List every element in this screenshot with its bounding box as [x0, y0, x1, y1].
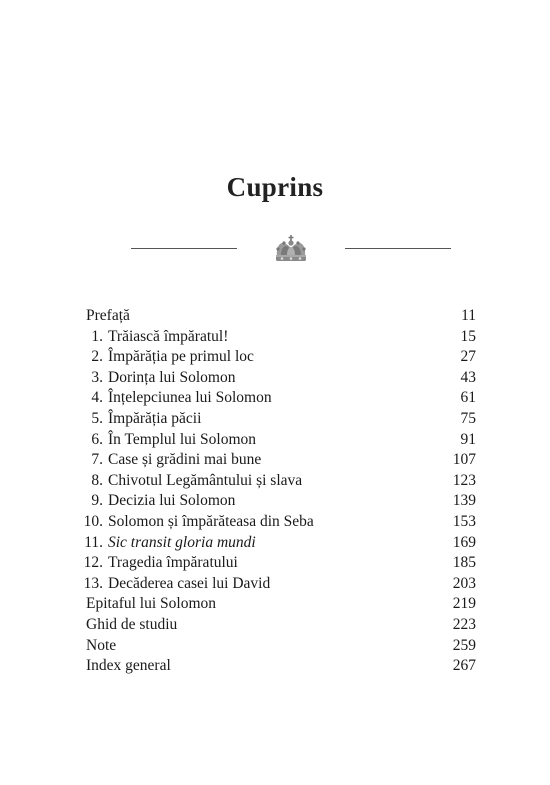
- toc-entry-title: Tragedia împăratului: [108, 554, 238, 572]
- toc-entry-number: 7.: [91, 451, 103, 469]
- toc-entry-page: 219: [452, 595, 476, 613]
- toc-entry-number: 3.: [91, 368, 103, 386]
- toc-entry-number: 5.: [91, 409, 103, 427]
- toc-entry-number: 11.: [84, 533, 103, 551]
- toc-entry-page: 123: [452, 471, 476, 489]
- toc-entry: [86, 306, 476, 327]
- toc-entry-page: 185: [452, 554, 476, 572]
- toc-entry-page: 75: [460, 409, 476, 427]
- toc-entry-title: Trăiască împăratul!: [108, 327, 229, 345]
- toc-entry: [86, 347, 476, 368]
- toc-entry-title: Case și grădini mai bune: [108, 451, 262, 469]
- toc-entry: [86, 636, 476, 657]
- toc-entry-page: 267: [452, 657, 476, 675]
- toc-entry-number: 2.: [91, 348, 103, 366]
- toc-entry-number: 13.: [83, 574, 103, 592]
- toc-entry-title: Epitaful lui Solomon: [86, 595, 217, 613]
- toc-entry-title: Chivotul Legământului și slava: [108, 471, 303, 489]
- toc-entry-page: 43: [460, 368, 476, 386]
- toc-entry-number: 4.: [91, 389, 103, 407]
- toc-entry: [86, 430, 476, 451]
- toc-entry-title: Împărăția păcii: [108, 409, 202, 427]
- toc-entry-page: 139: [452, 492, 476, 510]
- toc-entry-number: 8.: [91, 471, 103, 489]
- toc-entry-page: 223: [452, 615, 476, 633]
- toc-entry-title: Decizia lui Solomon: [108, 492, 236, 510]
- toc-entry: [86, 615, 476, 636]
- toc-entry-page: 107: [452, 451, 476, 469]
- toc-entry: [83, 512, 476, 533]
- toc-entry-page: 27: [460, 348, 476, 366]
- toc-entry-page: 203: [452, 574, 476, 592]
- page-title: Cuprins: [226, 172, 324, 202]
- toc-entry-title: Note: [86, 636, 117, 654]
- toc-entry-page: 11: [461, 307, 476, 324]
- toc-entry-number: 1.: [91, 327, 103, 345]
- toc-entry-title: Decăderea casei lui David: [108, 574, 271, 592]
- crown-icon: [270, 234, 312, 264]
- toc-entry: [83, 574, 476, 595]
- toc-entry: [86, 388, 476, 409]
- toc-entry-title: Sic transit gloria mundi: [108, 533, 256, 551]
- toc-entry-page: 15: [460, 327, 476, 345]
- ornament-rule-left: [131, 248, 237, 249]
- toc-entry-number: 9.: [91, 492, 103, 510]
- toc-entry: [86, 327, 476, 348]
- toc-entry-title: Solomon și împărăteasa din Seba: [108, 512, 314, 530]
- toc-entry-title: Împărăția pe primul loc: [108, 348, 254, 366]
- ornament-rule-right: [345, 248, 451, 249]
- toc-entry-page: 153: [452, 512, 476, 530]
- toc-entry-title: Prefață: [86, 307, 130, 324]
- toc-entry: [86, 450, 476, 471]
- toc-entry-title: Dorința lui Solomon: [108, 368, 236, 386]
- toc-entry: [86, 533, 476, 554]
- toc-entry-title: În Templul lui Solomon: [108, 430, 257, 448]
- toc-entry-page: 91: [460, 430, 476, 448]
- title-ornament: [0, 232, 550, 266]
- toc-entry: [86, 656, 476, 677]
- toc-entry-page: 169: [452, 533, 476, 551]
- toc-entry: [86, 471, 476, 492]
- toc-entry-title: Înțelepciunea lui Solomon: [108, 389, 272, 407]
- toc-entry-page: 259: [452, 636, 476, 654]
- toc-entry: [86, 368, 476, 389]
- toc-entry: [86, 409, 476, 430]
- toc-entry: [86, 491, 476, 512]
- toc-entry-number: 6.: [91, 430, 103, 448]
- toc-entry: [83, 553, 476, 574]
- toc-entry-number: 12.: [83, 554, 103, 572]
- table-of-contents: [83, 306, 476, 677]
- toc-entry-title: Index general: [86, 657, 171, 675]
- toc-entry-number: 10.: [83, 512, 103, 530]
- toc-entry-page: 61: [460, 389, 476, 407]
- toc-entry-title: Ghid de studiu: [86, 615, 178, 633]
- toc-entry: [86, 594, 476, 615]
